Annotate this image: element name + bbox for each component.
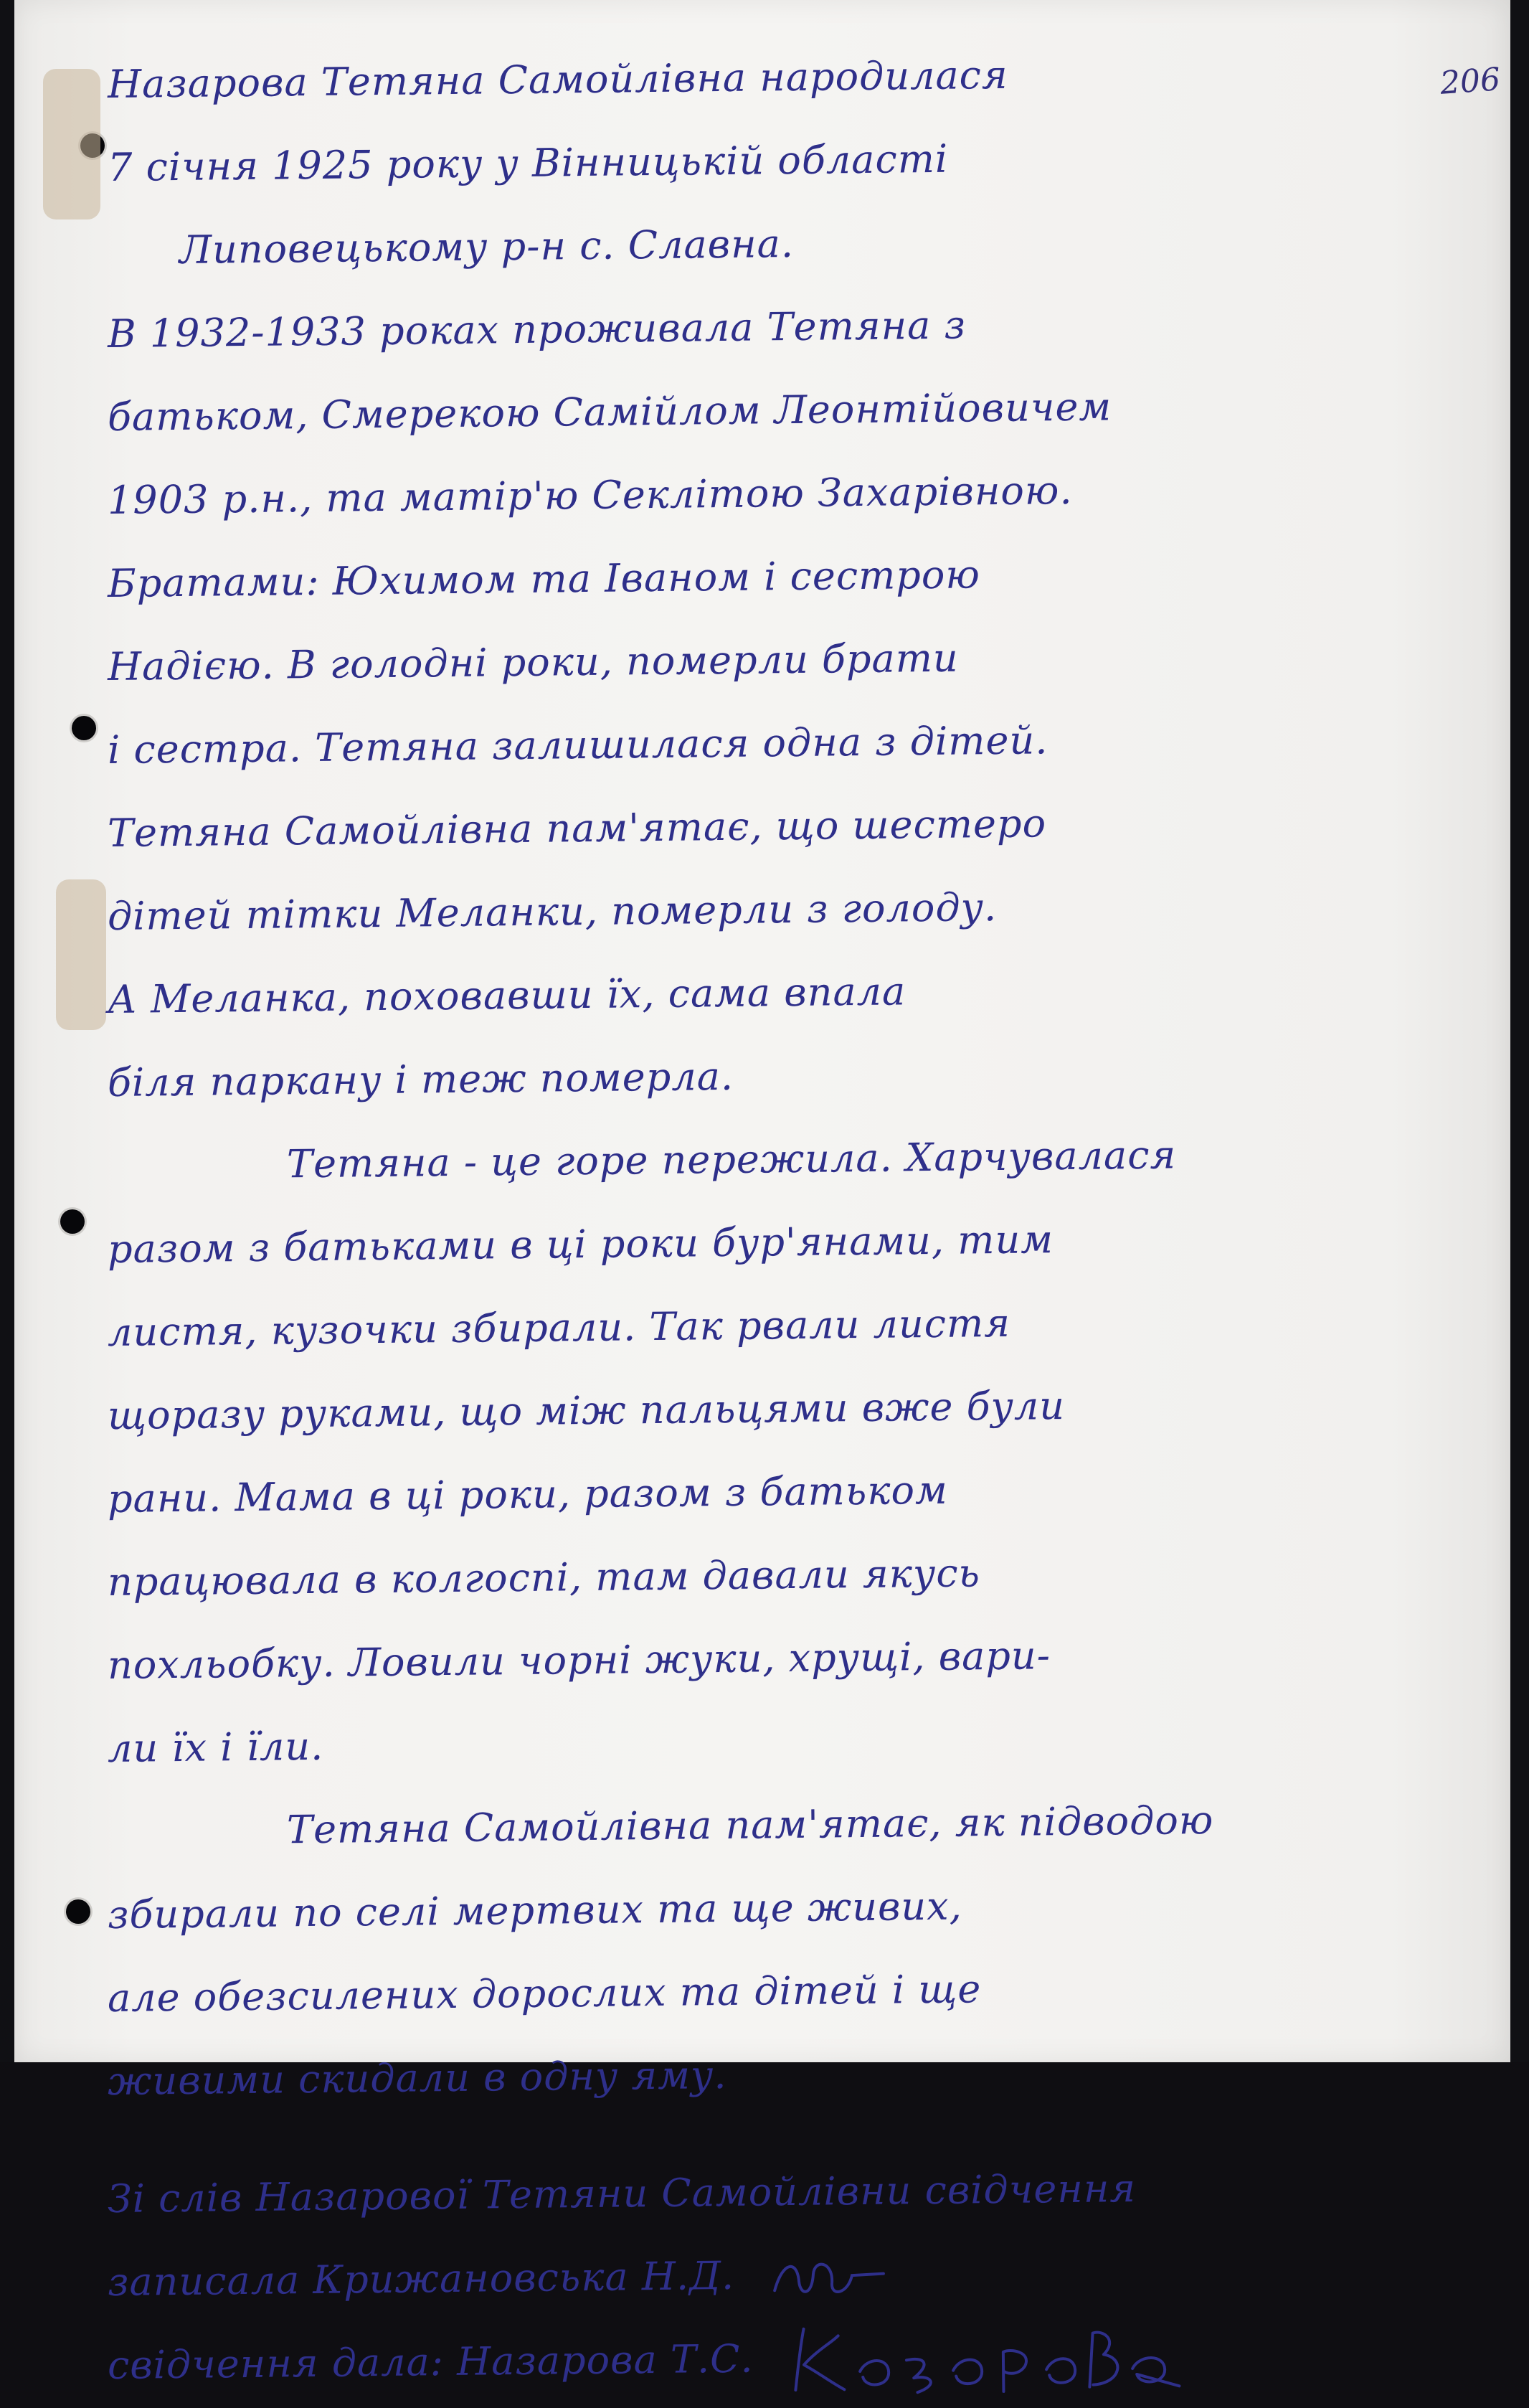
text-line: Назарова Тетяна Самойлівна народилася: [107, 52, 1008, 107]
witness-label: свідчення дала: Назарова Т.С.: [107, 2336, 754, 2388]
punch-hole-upper-middle: [72, 716, 96, 740]
recorder-signature-icon: [769, 2252, 891, 2304]
text-line: рани. Мама в ці роки, разом з батьком: [107, 1467, 949, 1521]
attestation-line: [107, 2310, 1470, 2407]
text-line: похльобку. Ловили чорні жуки, хрущі, вари-: [107, 1633, 1051, 1688]
text-line: дітей тітки Меланки, померли з голоду.: [107, 884, 998, 939]
handwritten-testimony: [108, 43, 1470, 2407]
text-line: 1903 р.н., та матір'ю Секлітою Захарівною.: [107, 467, 1073, 523]
witness-signature-icon: [787, 2318, 1190, 2401]
text-line: А Меланка, поховавши їх, сама впала: [107, 968, 906, 1022]
text-line: Надією. В голодні роки, померли брати: [107, 635, 959, 689]
attestation-block: [108, 2158, 1470, 2407]
tape-stain-top: [43, 69, 100, 219]
punch-hole-bottom: [66, 1899, 90, 1924]
text-line: збирали по селі мертвих та ще живих,: [107, 1883, 963, 1937]
text-line: Тетяна - це горе пережила. Харчувалася: [286, 1132, 1177, 1187]
paragraph-family: [108, 293, 1470, 1125]
text-line: листя, кузочки збирали. Так рвали листя: [107, 1300, 1011, 1355]
text-line: разом з батьками в ці роки бур'янами, тим: [107, 1217, 1054, 1272]
text-line: ли їх і їли.: [107, 1723, 324, 1771]
text-line: щоразу руками, що між пальцями вже були: [107, 1383, 1066, 1438]
paragraph-birth: [108, 43, 1470, 293]
attestation-line: Зі слів Назарової Тетяни Самойлівни свідчення: [107, 2165, 1137, 2222]
text-line: батьком, Смерекою Самійлом Леонтійовичем: [107, 384, 1112, 440]
text-line: але обезсилених дорослих та дітей і ще: [107, 1966, 982, 2021]
recorder-name: записала Крижановська Н.Д.: [107, 2252, 735, 2305]
text-line: Тетяна Самойлівна пам'ятає, як підводою: [286, 1797, 1214, 1853]
punch-hole-lower-middle: [60, 1209, 85, 1234]
paragraph-hunger: [108, 1125, 1470, 1790]
text-line: В 1932-1933 роках проживала Тетяна з: [107, 302, 967, 357]
tape-stain-middle: [56, 879, 106, 1030]
page-number: 206: [1439, 61, 1502, 102]
text-line: живими скидали в одну яму.: [107, 2051, 727, 2104]
paragraph-memory: [108, 1790, 1470, 2123]
text-line: 7 січня 1925 року у Вінницькій області: [107, 136, 949, 190]
text-line: Братами: Юхимом та Іваном і сестрою: [107, 552, 981, 606]
text-line: і сестра. Тетяна залишилася одна з дітей.: [107, 717, 1048, 773]
text-line: Тетяна Самойлівна пам'ятає, що шестеро: [107, 801, 1047, 856]
text-line: працювала в колгоспі, там давали якусь: [107, 1550, 981, 1605]
attestation-line: [107, 2227, 1470, 2324]
text-line: біля паркану і теж померла.: [107, 1053, 734, 1105]
text-line: Липовецькому р-н с. Славна.: [179, 220, 795, 273]
